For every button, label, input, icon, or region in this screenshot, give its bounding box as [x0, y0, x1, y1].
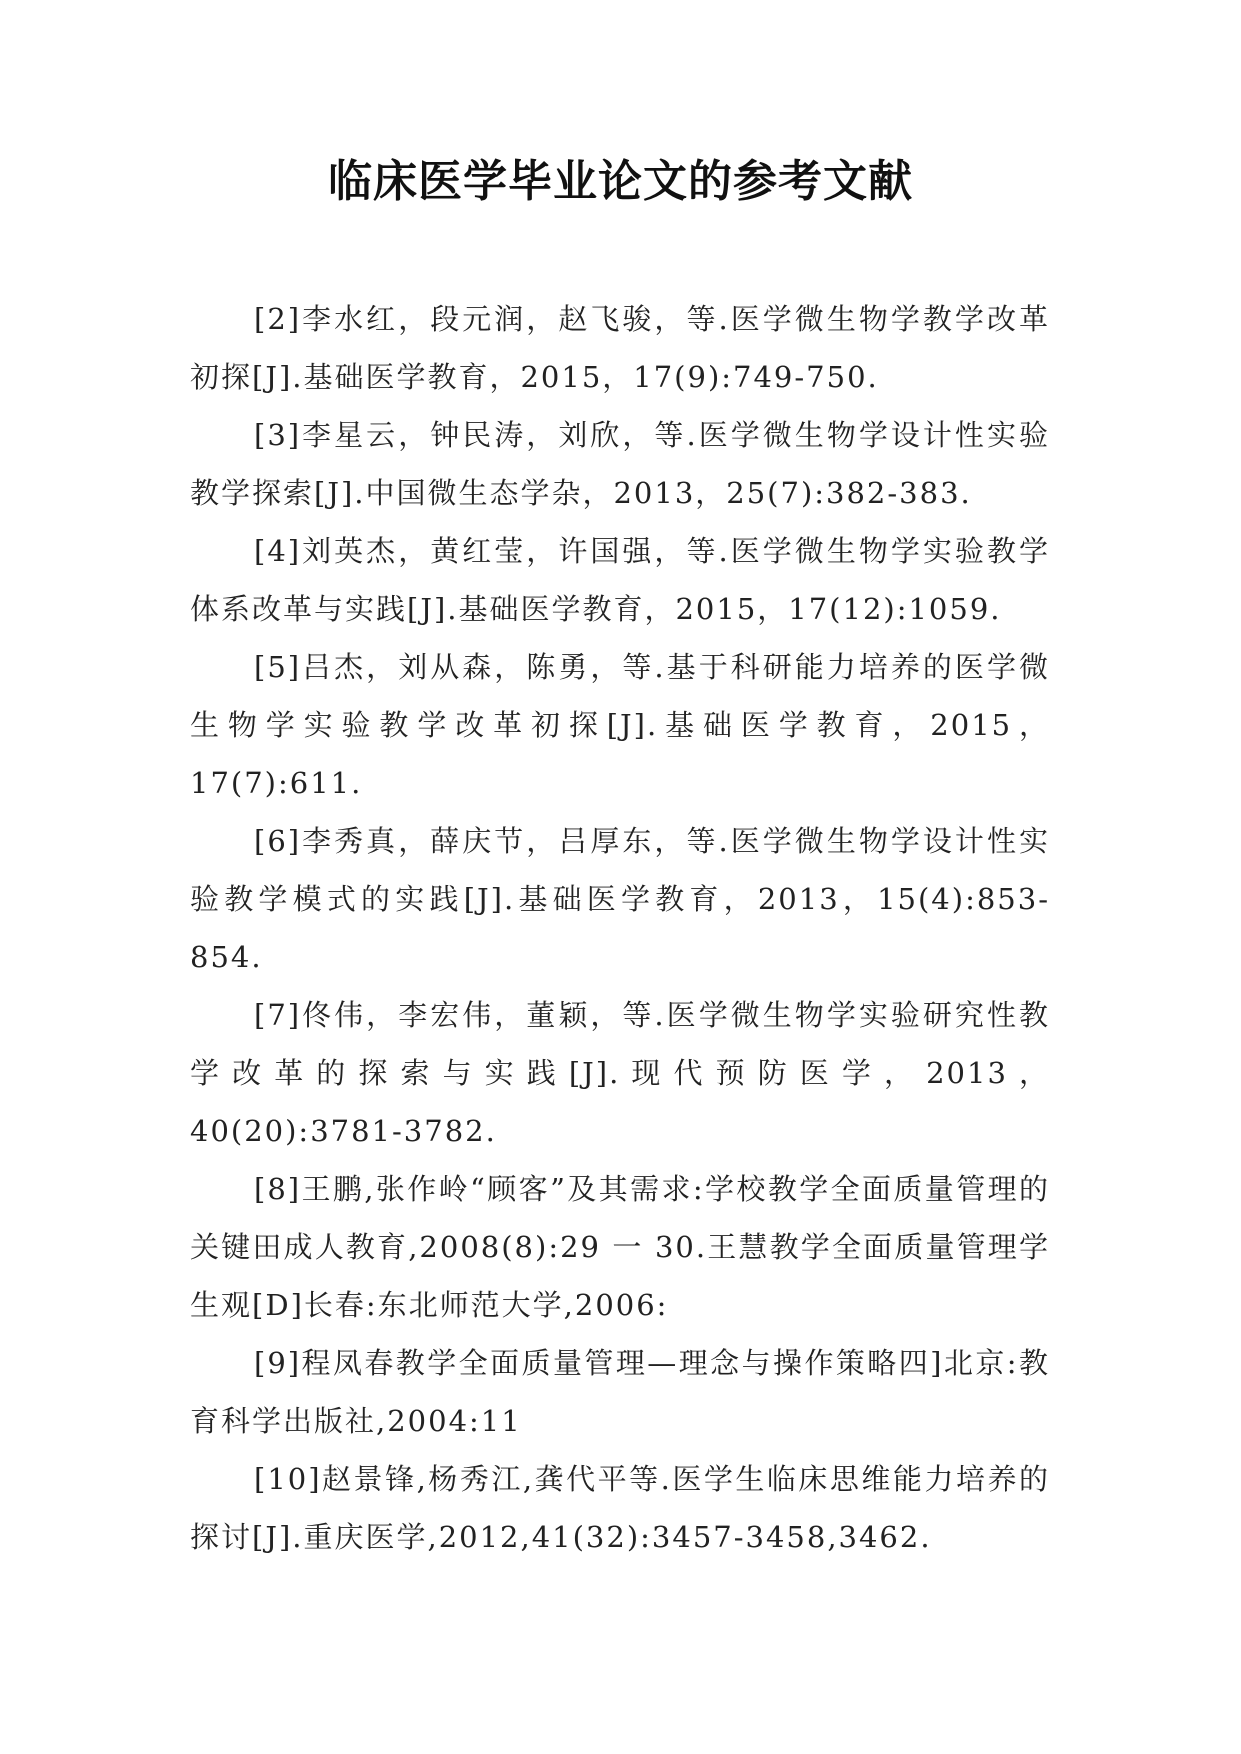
reference-item: [7]佟伟，李宏伟，董颖，等.医学微生物学实验研究性教学改革的探索与实践[J].现代预防医学，2013，40(20):3781-3782.: [190, 998, 1050, 1148]
reference-item: [6]李秀真，薛庆节，吕厚东，等.医学微生物学设计性实验教学模式的实践[J].基础医学教育，2013，15(4):853-854.: [190, 824, 1050, 974]
reference-item: [2]李水红，段元润，赵飞骏，等.医学微生物学教学改革初探[J].基础医学教育，2015，17(9):749-750.: [190, 302, 1050, 394]
reference-list: [190, 290, 1050, 1566]
reference-item: [9]程凤春教学全面质量管理—理念与操作策略四]北京:教育科学出版社,2004:11: [190, 1346, 1050, 1438]
reference-item: [4]刘英杰，黄红莹，许国强，等.医学微生物学实验教学体系改革与实践[J].基础医学教育，2015，17(12):1059.: [190, 534, 1050, 626]
document-title: 临床医学毕业论文的参考文献: [328, 156, 913, 207]
reference-item: [10]赵景锋,杨秀江,龚代平等.医学生临床思维能力培养的探讨[J].重庆医学,2012,41(32):3457-3458,3462.: [190, 1462, 1050, 1554]
reference-item: [3]李星云，钟民涛，刘欣，等.医学微生物学设计性实验教学探索[J].中国微生态学杂，2013，25(7):382-383.: [190, 418, 1050, 510]
reference-item: [8]王鹏,张作岭“顾客”及其需求:学校教学全面质量管理的关键田成人教育,2008(8):29 一 30.王慧教学全面质量管理学生观[D]长春:东北师范大学,2006:: [190, 1172, 1050, 1322]
reference-item: [5]吕杰，刘从森，陈勇，等.基于科研能力培养的医学微生物学实验教学改革初探[J].基础医学教育，2015，17(7):611.: [190, 650, 1050, 800]
